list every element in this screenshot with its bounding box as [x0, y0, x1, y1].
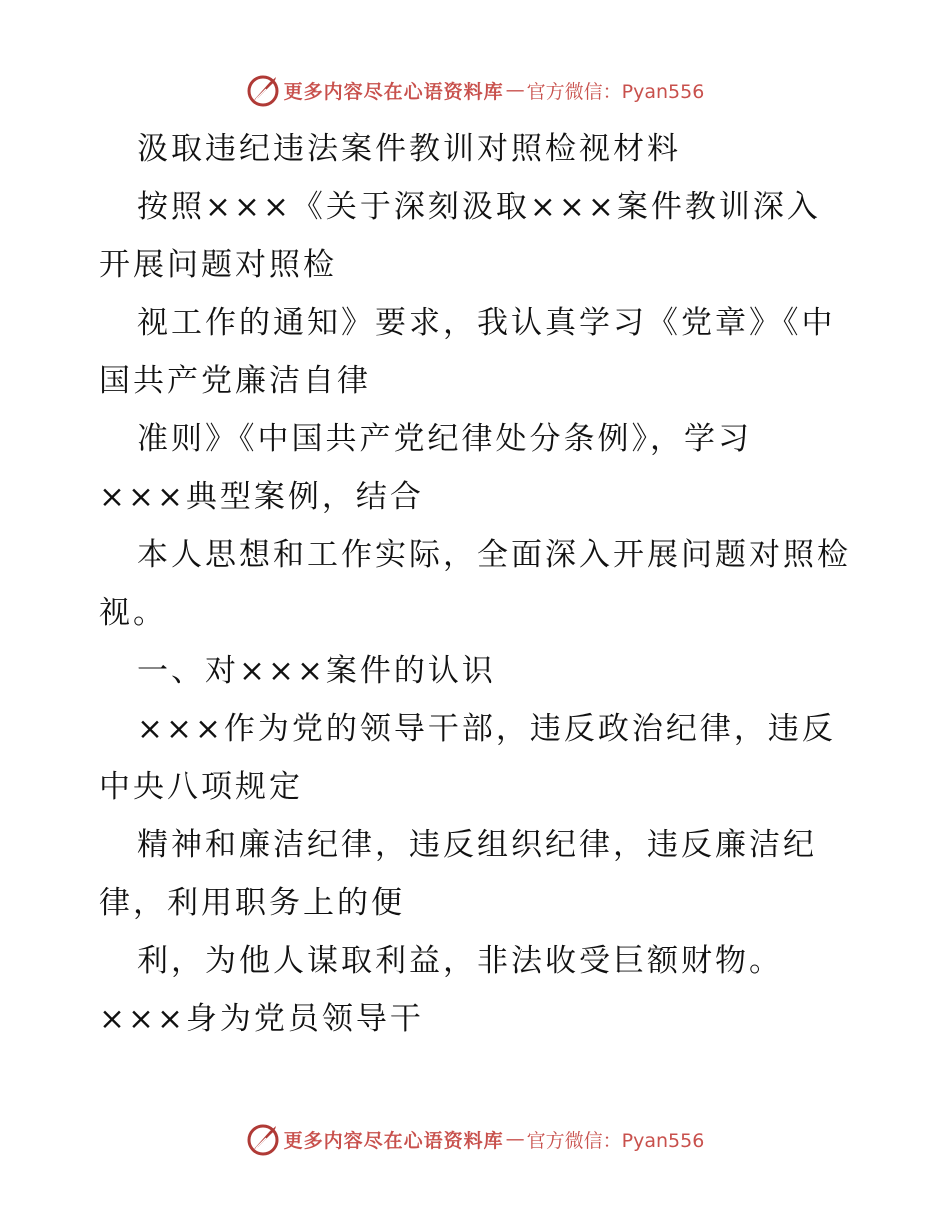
document-line: 按照×××《关于深刻汲取×××案件教训深入 — [137, 189, 821, 225]
document-line: 利，为他人谋取利益，非法收受巨额财物。 — [137, 943, 783, 979]
watermark-separator: — — [505, 79, 525, 101]
feather-logo-icon — [246, 1122, 280, 1156]
watermark-banner-top — [0, 70, 950, 110]
document-body — [99, 120, 859, 1048]
document-line: 本人思想和工作实际，全面深入开展问题对照检 — [137, 537, 851, 573]
document-line: 视。 — [99, 595, 167, 631]
document-line: 精神和廉洁纪律，违反组织纪律，违反廉洁纪 — [137, 827, 817, 863]
document-line: 开展问题对照检 — [99, 247, 337, 283]
document-line: 准则》《中国共产党纪律处分条例》，学习 — [137, 421, 752, 457]
document-line: 国共产党廉洁自律 — [99, 363, 371, 399]
document-line: 一、对×××案件的认识 — [137, 653, 496, 689]
watermark-main-text: 更多内容尽在心语资料库 — [283, 1129, 504, 1152]
document-line: 律，利用职务上的便 — [99, 885, 405, 921]
watermark-separator: — — [505, 1128, 525, 1150]
watermark-contact-text: 官方微信：Pyan556 — [526, 80, 705, 103]
watermark-contact-text: 官方微信：Pyan556 — [526, 1129, 705, 1152]
watermark-banner-bottom — [0, 1119, 950, 1159]
watermark-main-text: 更多内容尽在心语资料库 — [283, 80, 504, 103]
document-line: 汲取违纪违法案件教训对照检视材料 — [137, 131, 681, 167]
feather-logo-icon — [246, 73, 280, 107]
document-line: ×××作为党的领导干部，违反政治纪律，违反 — [137, 711, 836, 747]
document-line: 视工作的通知》要求，我认真学习《党章》《中 — [137, 305, 836, 341]
document-line: 中央八项规定 — [99, 769, 303, 805]
document-line: ×××身为党员领导干 — [99, 1001, 424, 1037]
document-line: ×××典型案例，结合 — [99, 479, 424, 515]
